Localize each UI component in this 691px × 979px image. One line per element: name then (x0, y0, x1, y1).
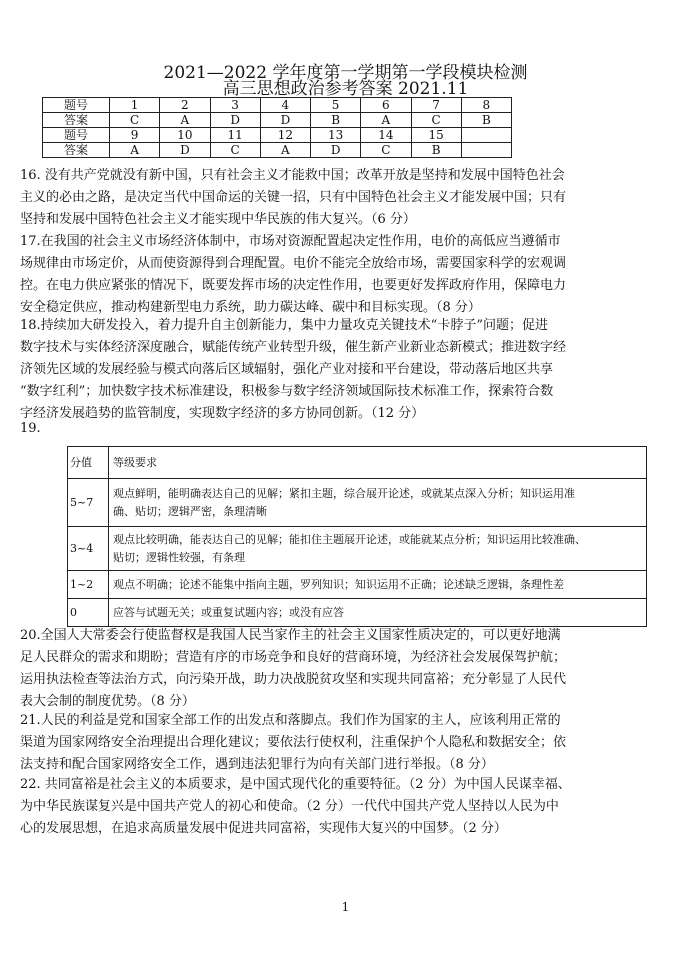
answer-line: 坚持和发展中国特色社会主义才能实现中华民族的伟大复兴。（6 分） (20, 212, 416, 227)
answer-cell: B (411, 143, 461, 158)
rubric-requirement (109, 571, 647, 599)
answer-line: 18.持续加大研发投入，着力提升自主创新能力，集中力量攻克关键技术“卡脖子”问题；促进 (20, 318, 548, 333)
page-number: 1 (341, 900, 350, 914)
question-number (461, 128, 511, 143)
rubric-score: 1~2 (68, 571, 109, 599)
table-row (43, 113, 512, 128)
question-number: 11 (210, 128, 260, 143)
rubric-requirement (109, 479, 647, 527)
answer-cell: A (160, 113, 210, 128)
answer-line: 16. 没有共产党就没有新中国，只有社会主义才能救中国；改革开放是坚持和发展中国特色社会 (20, 168, 565, 183)
answer-cell: B (461, 113, 511, 128)
question-number: 1 (110, 98, 160, 113)
rubric-line: 观点不明确；论述不能集中指向主题，罗列知识；知识运用不正确；论述缺乏逻辑，条理性差 (113, 577, 564, 591)
question-number: 6 (361, 98, 411, 113)
answer-cell: C (110, 113, 160, 128)
rubric-requirement (109, 527, 647, 571)
answer-line: 心的发展思想，在追求高质量发展中促进共同富裕，实现伟大复兴的中国梦。（2 分） (20, 821, 507, 836)
table-row (68, 599, 647, 627)
table-row (43, 98, 512, 113)
question-number: 12 (260, 128, 310, 143)
rubric-line: 确、贴切；逻辑严密，条理清晰 (113, 504, 267, 518)
answer-line: 19. (20, 421, 41, 436)
exam-title: 2021—2022 学年度第一学期第一学段模块检测 (163, 63, 528, 83)
question-number: 8 (461, 98, 511, 113)
answer-line: 表大会制的制度优势。（8 分） (20, 694, 195, 709)
answer-cell: D (160, 143, 210, 158)
answer-table (42, 97, 512, 158)
rubric-header-requirement: 等级要求 (109, 447, 647, 479)
answer-22 (20, 774, 676, 840)
answer-line: 运用执法检查等法治方式，向污染开战，助力决战脱贫攻坚和实现共同富裕；充分彰显了人民代 (20, 672, 567, 687)
question-number: 7 (411, 98, 461, 113)
rubric-header-score: 分值 (68, 447, 109, 479)
answer-cell: D (311, 143, 361, 158)
table-row (68, 527, 647, 571)
answer-line: 20.全国人大常委会行使监督权是我国人民当家作主的社会主义国家性质决定的，可以更好地满 (20, 628, 561, 643)
rubric-line: 应答与试题无关；或重复试题内容；或没有应答 (113, 605, 344, 619)
answer-cell: C (361, 143, 411, 158)
answer-cell: D (210, 113, 260, 128)
answer-17 (20, 231, 676, 319)
answer-line: 数字技术与实体经济深度融合，赋能传统产业转型升级，催生新产业新业态新模式；推进数字经 (20, 340, 567, 355)
question-number: 9 (110, 128, 160, 143)
answer-line: 21.人民的利益是党和国家全部工作的出发点和落脚点。我们作为国家的主人，应该利用正常的 (20, 713, 561, 728)
question-number: 15 (411, 128, 461, 143)
answer-cell: C (210, 143, 260, 158)
answer-line: 安全稳定供应，推动构建新型电力系统，助力碳达峰、碳中和目标实现。（8 分） (20, 300, 481, 315)
answer-line: 场规律由市场定价，从而使资源得到合理配置。电价不能完全放给市场，需要国家科学的宏观调 (20, 256, 567, 271)
question-number: 3 (210, 98, 260, 113)
scoring-rubric-table (67, 446, 647, 627)
question-number: 4 (260, 98, 310, 113)
answer-line: 足人民群众的需求和期盼；营造有序的市场竞争和良好的营商环境，为经济社会发展保驾护航； (20, 650, 567, 665)
answer-20 (20, 625, 676, 713)
answer-line: 主义的必由之路，是决定当代中国命运的关键一招，只有中国特色社会主义才能发展中国；只有 (20, 190, 567, 205)
rubric-line: 贴切；逻辑性较强，有条理 (113, 550, 245, 564)
answer-cell: B (311, 113, 361, 128)
answer-19-label (20, 418, 676, 440)
rubric-requirement (109, 599, 647, 627)
answer-line: 济领先区域的发展经验与模式向落后区域辐射，强化产业对接和平台建设，带动落后地区共享 (20, 362, 554, 377)
answer-line: 渠道为国家网络安全治理提出合理化建议；要依法行使权利，注重保护个人隐私和数据安全；依 (20, 735, 567, 750)
answer-cell: A (260, 143, 310, 158)
rubric-score: 0 (68, 599, 109, 627)
rubric-score: 5~7 (68, 479, 109, 527)
table-row (68, 479, 647, 527)
row-label-answer: 答案 (43, 143, 110, 158)
answer-cell: D (260, 113, 310, 128)
answer-cell (461, 143, 511, 158)
rubric-line: 观点鲜明，能明确表达自己的见解；紧扣主题，综合展开论述，或就某点深入分析；知识运用准 (113, 486, 575, 500)
answer-line: 为中华民族谋复兴是中国共产党人的初心和使命。（2 分）一代代中国共产党人坚持以人民为中 (20, 799, 559, 814)
answer-line: 控。在电力供应紧张的情况下，既要发挥市场的决定性作用，也要更好发挥政府作用，保障电力 (20, 278, 567, 293)
question-number: 13 (311, 128, 361, 143)
answer-cell: A (110, 143, 160, 158)
rubric-score: 3~4 (68, 527, 109, 571)
answer-line: “数字红利”；加快数字技术标准建设，积极参与数字经济领域国际技术标准工作，探索符合数 (20, 384, 554, 399)
table-row (43, 128, 512, 143)
row-label-answer: 答案 (43, 113, 110, 128)
answer-21 (20, 710, 676, 776)
table-row (68, 447, 647, 479)
rubric-line: 观点比较明确，能表达自己的见解；能扣住主题展开论述，或能就某点分析；知识运用比较准确、 (113, 532, 586, 546)
exam-subtitle: 高三思想政治参考答案 2021.11 (222, 79, 469, 99)
row-label-question: 题号 (43, 98, 110, 113)
answer-cell: C (411, 113, 461, 128)
answer-line: 法支持和配合国家网络安全工作，遇到违法犯罪行为向有关部门进行举报。（8 分） (20, 757, 494, 772)
answer-line: 字经济发展趋势的监管制度，实现数字经济的多方协同创新。（12 分） (20, 406, 425, 421)
answer-line: 22. 共同富裕是社会主义的本质要求，是中国式现代化的重要特征。（2 分）为中国人民谋幸福、 (20, 777, 571, 792)
answer-cell: A (361, 113, 411, 128)
answer-18 (20, 315, 676, 425)
table-row (43, 143, 512, 158)
table-row (68, 571, 647, 599)
question-number: 14 (361, 128, 411, 143)
question-number: 5 (311, 98, 361, 113)
answer-line: 17.在我国的社会主义市场经济体制中，市场对资源配置起决定性作用，电价的高低应当遵循市 (20, 234, 561, 249)
question-number: 10 (160, 128, 210, 143)
row-label-question: 题号 (43, 128, 110, 143)
question-number: 2 (160, 98, 210, 113)
answer-16 (20, 165, 676, 231)
